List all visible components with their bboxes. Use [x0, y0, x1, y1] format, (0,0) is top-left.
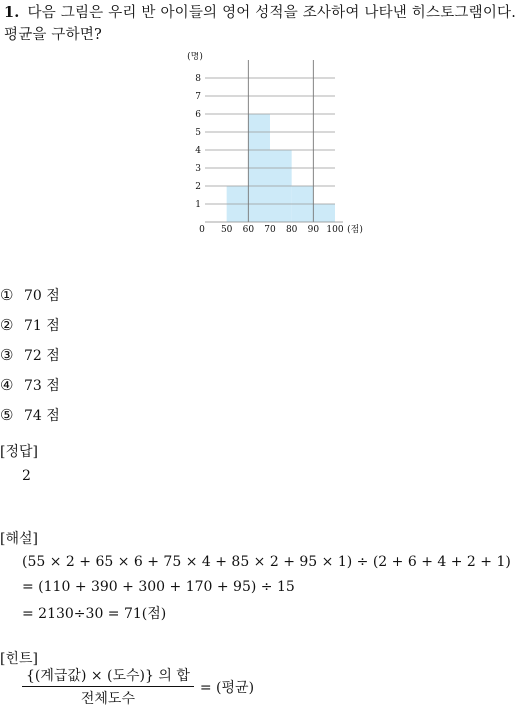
choice-marker: ③: [0, 346, 14, 364]
y-tick-label: 4: [195, 146, 201, 156]
choice-1[interactable]: [0, 280, 60, 310]
question: [4, 2, 530, 46]
choice-marker: ⑤: [0, 406, 14, 424]
choice-3[interactable]: [0, 340, 60, 370]
hint-denominator: 전체도수: [80, 691, 135, 707]
hint-numerator: {(계급값) × (도수)} 의 합: [22, 665, 194, 687]
y-tick-label: 8: [195, 74, 201, 84]
choice-text: 73 점: [24, 378, 60, 394]
y-tick-label: 2: [195, 182, 201, 192]
answer-label: [정답]: [0, 444, 38, 460]
hint-label: [힌트]: [0, 651, 38, 667]
y-tick-label: 5: [195, 128, 201, 138]
hint-formula: [22, 665, 254, 708]
hint-rhs: = (평균): [199, 679, 255, 696]
y-tick-label: 7: [195, 92, 201, 102]
histogram-chart: [180, 52, 370, 242]
choice-text: 71 점: [24, 318, 60, 334]
choice-marker: ④: [0, 376, 14, 394]
x-tick-label: 80: [285, 225, 298, 235]
x-tick-label: 70: [264, 225, 276, 235]
choice-text: 72 점: [24, 348, 60, 364]
choice-4[interactable]: [0, 370, 60, 400]
question-number: 1.: [4, 4, 20, 21]
y-tick-label: 6: [195, 110, 201, 120]
y-axis-label: (명): [187, 52, 203, 62]
choice-2[interactable]: [0, 310, 60, 340]
x-axis-label: (점): [347, 225, 363, 235]
choice-text: 74 점: [24, 408, 60, 424]
y-tick-label: 3: [195, 164, 201, 174]
x-tick-label: 100: [326, 225, 344, 235]
x-tick-label: 0: [199, 225, 205, 235]
answer-value: 2: [22, 468, 31, 484]
histogram-bar-5: [313, 204, 335, 222]
choice-marker: ①: [0, 286, 14, 304]
choice-5[interactable]: [0, 400, 60, 430]
x-tick-label: 90: [307, 225, 320, 235]
question-text: 다음 그림은 우리 반 아이들의 영어 성적을 조사하여 나타낸 히스토그램이다. 평균을 구하면?: [4, 5, 517, 43]
x-tick-label: 60: [242, 225, 255, 235]
explanation-label: [해설]: [0, 531, 38, 547]
choice-marker: ②: [0, 316, 14, 334]
x-tick-label: 50: [220, 225, 233, 235]
explanation-line-1: (55 × 2 + 65 × 6 + 75 × 4 + 85 × 2 + 95 × 1) ÷ (2 + 6 + 4 + 2 + 1): [22, 554, 511, 570]
y-tick-label: 1: [195, 200, 201, 210]
choice-text: 70 점: [24, 288, 60, 304]
explanation-line-3: = 2130÷30 = 71(점): [22, 606, 167, 622]
choices-list: [0, 280, 60, 430]
explanation-line-2: = (110 + 390 + 300 + 170 + 95) ÷ 15: [22, 579, 295, 595]
hint-fraction: [22, 665, 194, 708]
